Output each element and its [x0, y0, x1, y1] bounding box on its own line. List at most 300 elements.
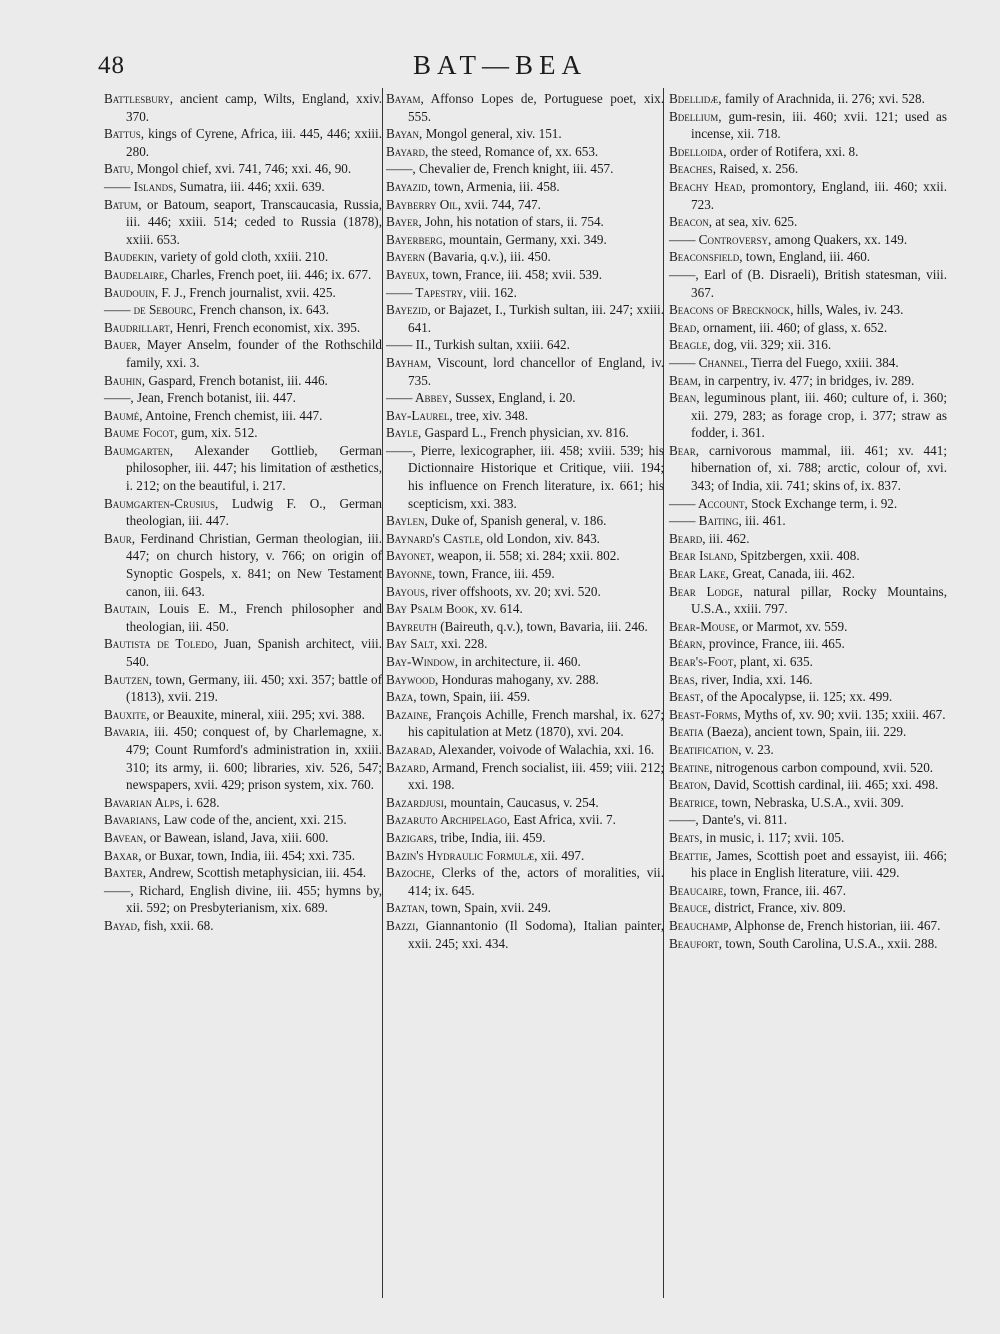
index-entry [386, 231, 664, 249]
entry-text: gum, xix. 512. [177, 425, 258, 441]
index-entry [104, 723, 382, 793]
entry-headword: Baxar, [104, 847, 142, 863]
index-entry [669, 794, 947, 812]
index-entry [386, 389, 664, 407]
entry-headword: Beard, [669, 530, 706, 546]
entry-headword: Bear, [669, 442, 700, 458]
entry-headword: Baumé, [104, 407, 143, 423]
entry-text: or Batoum, seaport, Transcaucasia, Russia, iii. 446; xxiii. 514; ceded to Russia (1878), xxiii. 653. [126, 196, 382, 247]
entry-text: Juan, Spanish architect, viii. 540. [126, 636, 382, 669]
entry-headword: Bdelloida, [669, 143, 727, 159]
entry-headword: Batum, [104, 196, 142, 212]
entry-headword: Baumgarten-Crusius, [104, 495, 219, 511]
entry-text: ancient camp, Wilts, England, xxiv. 370. [126, 91, 382, 124]
entry-headword: Beatine, [669, 759, 713, 775]
entry-text: Gaspard, French botanist, iii. 446. [145, 372, 328, 388]
index-entry [669, 108, 947, 143]
entry-text: hills, Wales, iv. 243. [793, 302, 904, 318]
index-entry [669, 847, 947, 882]
index-entry [386, 407, 664, 425]
entry-text: Alexander, voivode of Walachia, xxi. 16. [435, 741, 655, 757]
index-column-3 [669, 90, 947, 952]
entry-text: in music, i. 117; xvii. 105. [702, 829, 845, 845]
index-entry [386, 160, 664, 178]
entry-headword: —— Tapestry, [386, 284, 467, 300]
entry-headword: Bear Lodge, [669, 583, 743, 599]
index-entry [104, 178, 382, 196]
entry-headword: Beaucaire, [669, 882, 727, 898]
column-divider [382, 88, 383, 1298]
entry-text: in carpentry, iv. 477; in bridges, iv. 289. [701, 372, 915, 388]
entry-headword: Baumgarten, [104, 442, 174, 458]
index-entry [104, 530, 382, 600]
entry-text: Henri, French economist, xix. 395. [173, 319, 361, 335]
entry-headword: Beats, [669, 829, 703, 845]
entry-text: Andrew, Scottish metaphysician, iii. 454. [146, 865, 367, 881]
entry-text: Giannantonio (Il Sodoma), Italian painter, xxii. 245; xxi. 434. [408, 917, 664, 951]
entry-text: natural pillar, Rocky Mountains, U.S.A., xxiii. 797. [691, 583, 947, 617]
entry-text: Turkish sultan, xxiii. 642. [431, 337, 570, 353]
entry-headword: Bazard, [386, 759, 430, 775]
entry-headword: Baxter, [104, 865, 147, 881]
index-column-1 [104, 90, 382, 935]
entry-text: river offshoots, xv. 20; xvi. 520. [428, 583, 601, 599]
entry-text: iii. 450; conquest of, by Charlemagne, x. 479; Count Rumford's administration in, xxiii. 310; its army, ii. 600; libraries, xiv. 526, 547; newspapers, xvii. 429; prison system, xix. 760. [126, 724, 382, 793]
entry-headword: Bayezid, [386, 302, 431, 318]
index-entry [104, 847, 382, 865]
index-entry [669, 635, 947, 653]
entry-headword: Baudelaire, [104, 266, 168, 282]
entry-text: Alexander Gottlieb, German philosopher, iii. 447; his limitation of æsthetics, i. 212; on the beautiful, i. 217. [126, 442, 382, 494]
index-entry [386, 635, 664, 653]
index-entry [669, 160, 947, 178]
entry-headword: —— Controversy, [669, 231, 772, 247]
entry-headword: Bayeux, [386, 266, 429, 282]
entry-text: John, his notation of stars, ii. 754. [421, 214, 604, 230]
entry-headword: Baudouin, [104, 284, 159, 300]
index-entry [669, 389, 947, 442]
entry-headword: Bean, [669, 390, 700, 406]
entry-headword: Bazoche, [386, 865, 435, 881]
entry-headword: Beatia [669, 724, 704, 740]
index-entry [669, 319, 947, 337]
entry-headword: Baynard's Castle, [386, 530, 484, 546]
index-entry [669, 935, 947, 953]
entry-text: or Marmot, xv. 559. [738, 618, 848, 634]
entry-headword: Bavean, [104, 829, 147, 845]
entry-headword: Bayle, [386, 425, 422, 441]
entry-headword: Bayous, [386, 583, 429, 599]
index-column-2 [386, 90, 664, 952]
index-entry [386, 899, 664, 917]
entry-headword: Bay Salt, [386, 636, 438, 652]
entry-text: town, Spain, iii. 459. [416, 689, 531, 705]
entry-text: nitrogenous carbon compound, xvii. 520. [712, 759, 934, 775]
index-entry [669, 336, 947, 354]
entry-text: Charles, French poet, iii. 446; ix. 677. [167, 266, 372, 282]
entry-text: town, France, iii. 458; xvii. 539. [428, 266, 603, 282]
index-entry [669, 688, 947, 706]
index-entry [669, 618, 947, 636]
entry-headword: ——, [386, 442, 416, 458]
index-entry [386, 741, 664, 759]
entry-text: François Achille, French marshal, ix. 627; his capitulation at Metz (1870), xvi. 204. [408, 706, 664, 740]
entry-text: or Bajazet, I., Turkish sultan, iii. 247; xxiii. 641. [408, 302, 664, 335]
entry-text: Earl of (B. Disraeli), British statesman, viii. 367. [691, 266, 947, 300]
entry-text: Pierre, lexicographer, iii. 458; xviii. 539; his Dictionnaire Historique et Critique, viii. 194; his influence on French literature, ix. 661; his scepticism, xxi. 383. [408, 442, 664, 511]
index-entry [669, 213, 947, 231]
index-entry [386, 688, 664, 706]
index-entry [104, 706, 382, 724]
entry-headword: Bazigars, [386, 829, 438, 845]
entry-text: James, Scottish poet and essayist, iii. 466; his place in English literature, viii. 429. [691, 847, 947, 881]
index-entry [386, 706, 664, 741]
entry-text: town, Spain, xvii. 249. [427, 900, 551, 916]
entry-text: mountain, Caucasus, v. 254. [447, 794, 599, 810]
index-entry [669, 301, 947, 319]
index-entry [669, 759, 947, 777]
entry-headword: Beagle, [669, 337, 711, 353]
entry-text: mountain, Germany, xxi. 349. [445, 231, 607, 247]
index-entry [669, 512, 947, 530]
entry-headword: Bazin's Hydraulic Formulæ, [386, 847, 538, 863]
entry-headword: Bayad, [104, 917, 141, 933]
entry-text: Armand, French socialist, iii. 459; viii. 212; xxi. 198. [408, 759, 664, 793]
index-entry [104, 372, 382, 390]
entry-headword: Bavarian Alps, [104, 794, 183, 810]
index-entry [386, 583, 664, 601]
entry-headword: ——, [104, 882, 134, 898]
entry-headword: —— de Sebourc, [104, 302, 197, 318]
index-entry [104, 829, 382, 847]
entry-headword: Bay-Laurel, [386, 407, 453, 423]
index-entry [669, 653, 947, 671]
index-entry [669, 178, 947, 213]
entry-headword: Beauce, [669, 900, 712, 916]
entry-headword: Baza, [386, 689, 417, 705]
entry-headword: Bayern [386, 249, 425, 265]
entry-headword: Baur, [104, 530, 136, 546]
index-entry [669, 917, 947, 935]
index-entry [104, 266, 382, 284]
index-entry [104, 442, 382, 495]
entry-text: town, England, iii. 460. [742, 249, 871, 265]
index-entry [669, 90, 947, 108]
index-entry [386, 847, 664, 865]
entry-headword: Bayam, [386, 91, 424, 106]
entry-headword: Bazardjusi, [386, 794, 448, 810]
entry-headword: Beas, [669, 671, 699, 687]
entry-text: Mayer Anselm, founder of the Rothschild family, xxi. 3. [126, 337, 382, 370]
entry-headword: Bautzen, [104, 671, 153, 687]
entry-headword: Baylen, [386, 513, 428, 529]
index-entry [104, 635, 382, 670]
entry-headword: Battlesbury, [104, 91, 174, 106]
entry-text: town, South Carolina, U.S.A., xxii. 288. [722, 935, 938, 951]
entry-headword: Beatification, [669, 741, 742, 757]
entry-text: the steed, Romance of, xx. 653. [428, 143, 599, 159]
entry-text: xii. 497. [537, 847, 585, 863]
entry-headword: Bauer, [104, 337, 141, 353]
entry-headword: Beaufort, [669, 935, 723, 951]
index-entry [669, 723, 947, 741]
entry-headword: —— Abbey, [386, 390, 452, 406]
entry-headword: Béarn, [669, 636, 706, 652]
entry-text: Antoine, French chemist, iii. 447. [142, 407, 323, 423]
index-entry [104, 125, 382, 160]
index-entry [386, 794, 664, 812]
entry-headword: Bay-Window, [386, 654, 459, 669]
index-entry [386, 336, 664, 354]
entry-text: Raised, x. 256. [716, 161, 799, 177]
index-entry [669, 547, 947, 565]
running-head: BAT—BEA [412, 50, 587, 80]
index-entry [386, 248, 664, 266]
entry-text: Duke of, Spanish general, v. 186. [427, 513, 607, 529]
entry-text: river, India, xxi. 146. [698, 671, 813, 687]
index-entry [104, 301, 382, 319]
entry-text: variety of gold cloth, xxiii. 210. [157, 249, 329, 265]
index-entry [386, 829, 664, 847]
index-entry [104, 407, 382, 425]
entry-headword: Bay Psalm Book, [386, 601, 478, 617]
entry-text: old London, xiv. 843. [483, 530, 600, 546]
entry-headword: ——, [669, 266, 699, 282]
index-entry [669, 811, 947, 829]
index-entry [386, 512, 664, 530]
entry-text: tribe, India, iii. 459. [437, 829, 546, 845]
index-entry [386, 143, 664, 161]
index-entry [386, 864, 664, 899]
entry-text: Dante's, vi. 811. [698, 812, 787, 828]
entry-headword: Beast-Forms, [669, 706, 741, 722]
entry-text: Louis E. M., French philosopher and theologian, iii. 450. [126, 601, 382, 634]
entry-text: iii. 461. [741, 513, 786, 529]
entry-text: Chevalier de, French knight, iii. 457. [415, 161, 614, 177]
entry-text: kings of Cyrene, Africa, iii. 445, 446; xxiii. 280. [126, 126, 382, 159]
entry-text: town, France, iii. 459. [435, 566, 555, 582]
entry-text: in architecture, ii. 460. [458, 654, 581, 669]
index-entry [386, 301, 664, 336]
index-entry [104, 319, 382, 337]
entry-headword: Bayard, [386, 143, 429, 159]
entry-headword: Bautista de Toledo, [104, 636, 218, 652]
entry-text: iii. 462. [705, 530, 750, 546]
entry-headword: Beatrice, [669, 794, 719, 810]
entry-headword: Beast, [669, 689, 704, 705]
entry-text: town, Armenia, iii. 458. [430, 178, 560, 194]
index-entry [669, 882, 947, 900]
index-entry [104, 811, 382, 829]
entry-headword: Bayham, [386, 354, 432, 370]
entry-headword: Battus, [104, 126, 145, 142]
entry-headword: Bear Island, [669, 548, 737, 564]
entry-text: plant, xi. 635. [736, 654, 813, 669]
entry-text: Sumatra, iii. 446; xxii. 639. [176, 178, 325, 194]
index-entry [386, 90, 664, 125]
entry-text: leguminous plant, iii. 460; culture of, i. 360; xii. 279, 283; as forage crop, i. 377; straw as fodder, i. 361. [691, 390, 947, 441]
page-number: 48 [98, 52, 125, 79]
index-entry [104, 336, 382, 371]
entry-text: Affonso Lopes de, Portuguese poet, xix. 555. [408, 91, 664, 124]
index-entry [669, 372, 947, 390]
index-entry [669, 442, 947, 495]
index-entry [669, 671, 947, 689]
entry-headword: Bear-Mouse, [669, 618, 739, 634]
entry-headword: Bayazid, [386, 178, 431, 194]
entry-text: xvii. 744, 747. [461, 196, 541, 212]
entry-text: Honduras mahogany, xv. 288. [438, 671, 599, 687]
entry-headword: Bazzi, [386, 917, 419, 933]
entry-headword: Bdellium, [669, 108, 722, 124]
entry-text: i. 628. [182, 794, 220, 810]
entry-text: tree, xiv. 348. [452, 407, 529, 423]
index-entry [669, 741, 947, 759]
entry-text: Myths of, xv. 90; xvii. 135; xxiii. 467. [740, 706, 946, 722]
entry-headword: —— Channel, [669, 354, 748, 370]
index-entry [386, 125, 664, 143]
index-entry [386, 530, 664, 548]
index-entry [386, 284, 664, 302]
entry-text: French chanson, ix. 643. [196, 302, 330, 318]
entry-text: ornament, iii. 460; of glass, x. 652. [699, 319, 888, 335]
entry-headword: Baywood, [386, 671, 439, 687]
index-entry [104, 160, 382, 178]
index-entry [386, 354, 664, 389]
entry-text: East Africa, xvii. 7. [510, 812, 616, 828]
entry-text: or Buxar, town, India, iii. 454; xxi. 735. [141, 847, 355, 863]
entry-headword: Beacon, [669, 214, 713, 230]
entry-headword: ——, [386, 161, 416, 177]
entry-text: order of Rotifera, xxi. 8. [726, 143, 859, 159]
entry-headword: ——, [669, 812, 699, 828]
index-entry [386, 600, 664, 618]
index-entry [669, 899, 947, 917]
index-entry [386, 671, 664, 689]
entry-text: xxi. 228. [437, 636, 488, 652]
index-entry [386, 196, 664, 214]
entry-headword: —— II., [386, 337, 432, 353]
entry-text: Alphonse de, French historian, iii. 467. [731, 917, 941, 933]
entry-text: Stock Exchange term, i. 92. [747, 495, 898, 511]
entry-headword: Bautain, [104, 601, 150, 617]
entry-text: gum-resin, iii. 460; xvii. 121; used as incense, xii. 718. [691, 108, 947, 142]
entry-headword: Bazaine, [386, 706, 432, 722]
entry-text: (Bavaria, q.v.), iii. 450. [424, 249, 551, 265]
entry-text: (Baeza), ancient town, Spain, iii. 229. [703, 724, 907, 740]
entry-headword: Beam, [669, 372, 702, 388]
entry-text: xv. 614. [477, 601, 523, 617]
entry-text: F. J., French journalist, xvii. 425. [158, 284, 336, 300]
entry-headword: Beachy Head, [669, 178, 746, 194]
entry-text: Great, Canada, iii. 462. [728, 566, 855, 582]
entry-headword: Bavarians, [104, 812, 161, 828]
entry-headword: Bayonet, [386, 548, 435, 564]
entry-headword: Baume Focot, [104, 425, 178, 441]
entry-text: v. 23. [741, 741, 774, 757]
index-entry [104, 600, 382, 635]
entry-text: among Quakers, xx. 149. [771, 231, 908, 247]
index-entry [104, 424, 382, 442]
index-entry [386, 547, 664, 565]
entry-headword: Bear Lake, [669, 566, 729, 582]
index-entry [386, 811, 664, 829]
index-entry [104, 389, 382, 407]
entry-headword: Beauchamp, [669, 917, 732, 933]
index-entry [386, 266, 664, 284]
entry-headword: Beaconsfield, [669, 249, 743, 265]
entry-text: Law code of the, ancient, xxi. 215. [160, 812, 347, 828]
entry-text: David, Scottish cardinal, iii. 465; xxi. 498. [710, 777, 939, 793]
entry-text: or Bawean, island, Java, xiii. 600. [146, 829, 329, 845]
entry-text: Viscount, lord chancellor of England, iv. 735. [408, 354, 664, 388]
index-entry [386, 213, 664, 231]
index-entry [669, 231, 947, 249]
entry-headword: Bead, [669, 319, 700, 335]
entry-headword: Bayonne, [386, 566, 436, 582]
entry-text: promontory, England, iii. 460; xxii. 723. [691, 178, 947, 212]
entry-headword: Beaches, [669, 161, 717, 177]
index-entry [669, 565, 947, 583]
index-entry [669, 354, 947, 372]
entry-headword: —— Account, [669, 495, 748, 511]
entry-headword: Bayan, [386, 126, 423, 142]
index-entry [104, 917, 382, 935]
entry-headword: Bazaruto Archipelago, [386, 812, 511, 828]
entry-text: Mongol general, xiv. 151. [422, 126, 562, 142]
entry-text: Spitzbergen, xxii. 408. [736, 548, 860, 564]
entry-headword: Batu, [104, 161, 134, 177]
entry-headword: Bazarad, [386, 741, 436, 757]
entry-headword: Bayreuth [386, 618, 437, 634]
entry-headword: Bayberry Oil, [386, 196, 462, 212]
entry-text: Tierra del Fuego, xxiii. 384. [747, 354, 899, 370]
entry-text: Ferdinand Christian, German theologian, iii. 447; on church history, v. 766; on origin of Synoptic Gospels, x. 841; on New Testament canon, iii. 643. [126, 530, 382, 599]
entry-headword: Bauhin, [104, 372, 146, 388]
entry-headword: Baudekin, [104, 249, 158, 265]
index-entry [669, 706, 947, 724]
entry-text: town, Germany, iii. 450; xxi. 357; battle of (1813), xvii. 219. [126, 671, 382, 705]
entry-text: dog, vii. 329; xii. 316. [710, 337, 832, 353]
index-entry [669, 495, 947, 513]
entry-text: of the Apocalypse, ii. 125; xx. 499. [703, 689, 893, 705]
index-entry [669, 776, 947, 794]
index-entry [669, 248, 947, 266]
entry-text: weapon, ii. 558; xi. 284; xxii. 802. [434, 548, 620, 564]
index-entry [104, 196, 382, 249]
entry-headword: —— Baiting, [669, 513, 742, 529]
index-entry [386, 442, 664, 512]
index-entry [386, 565, 664, 583]
index-entry [104, 882, 382, 917]
entry-text: at sea, xiv. 625. [712, 214, 798, 230]
entry-text: (Baireuth, q.v.), town, Bavaria, iii. 246. [436, 618, 648, 634]
index-entry [104, 794, 382, 812]
entry-text: Gaspard L., French physician, xv. 816. [421, 425, 629, 441]
entry-headword: Beattie, [669, 847, 712, 863]
index-entry [669, 583, 947, 618]
index-entry [669, 530, 947, 548]
entry-headword: Bear's-Foot, [669, 654, 737, 669]
entry-headword: Bayer, [386, 214, 422, 230]
index-entry [386, 917, 664, 952]
index-entry [386, 653, 664, 671]
entry-text: or Beauxite, mineral, xiii. 295; xvi. 388. [149, 706, 365, 722]
entry-text: district, France, xiv. 809. [711, 900, 846, 916]
entry-headword: Baudrillart, [104, 319, 174, 335]
entry-headword: Bauxite, [104, 706, 150, 722]
index-entry [386, 759, 664, 794]
